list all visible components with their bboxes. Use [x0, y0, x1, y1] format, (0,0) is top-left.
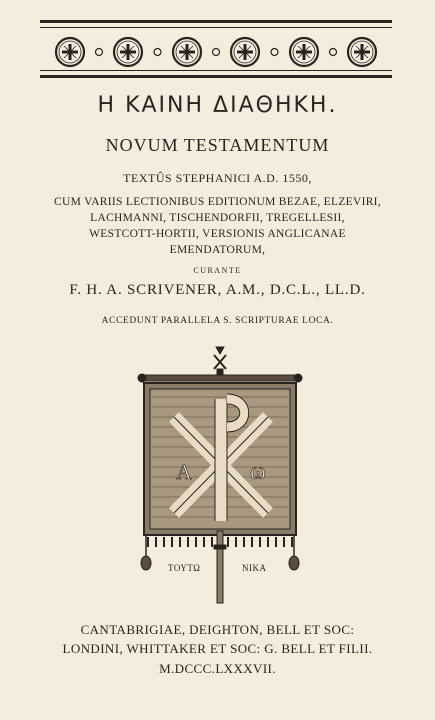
- curante-label: CURANTE: [193, 266, 242, 275]
- chi-rho-banner-icon: [132, 345, 308, 605]
- cross-medallion-icon: [40, 23, 392, 81]
- editions-line: EMENDATORUM,: [169, 244, 266, 256]
- ornamental-band: [40, 20, 392, 78]
- accedunt-line: ACCEDUNT PARALLELA S. SCRIPTURAE LOCA.: [101, 316, 334, 326]
- editions-line: WESTCOTT-HORTII, VERSIONIS ANGLICANAE: [89, 228, 346, 240]
- imprint-line: LONDINI, WHITTAKER ET SOC: G. BELL ET FILII.: [62, 641, 373, 656]
- editions-line: LACHMANNI, TISCHENDORFII, TREGELLESII,: [90, 212, 345, 224]
- motto-right: NIKA: [242, 563, 267, 573]
- labarum-emblem: [132, 345, 308, 605]
- latin-title: NOVUM TESTAMENTUM: [105, 135, 330, 155]
- imprint-date: M.DCCC.LXXXVII.: [159, 661, 276, 676]
- author-line: F. H. A. SCRIVENER, A.M., D.C.L., LL.D.: [69, 282, 366, 298]
- omega-letter: ω: [250, 459, 266, 485]
- greek-title: Η ΚΑΙΝΗ ΔΙΑΘΗΚΗ.: [97, 93, 338, 118]
- textus-line: TEXTÛS STEPHANICI A.D. 1550,: [123, 171, 312, 185]
- motto-left: ΤΟΥΤΩ: [168, 563, 201, 573]
- editions-line: CUM VARIIS LECTIONIBUS EDITIONUM BEZAE, ELZEVIRI,: [54, 196, 381, 208]
- alpha-letter: A: [176, 459, 192, 484]
- imprint-line: CANTABRIGIAE, DEIGHTON, BELL ET SOC:: [80, 622, 355, 637]
